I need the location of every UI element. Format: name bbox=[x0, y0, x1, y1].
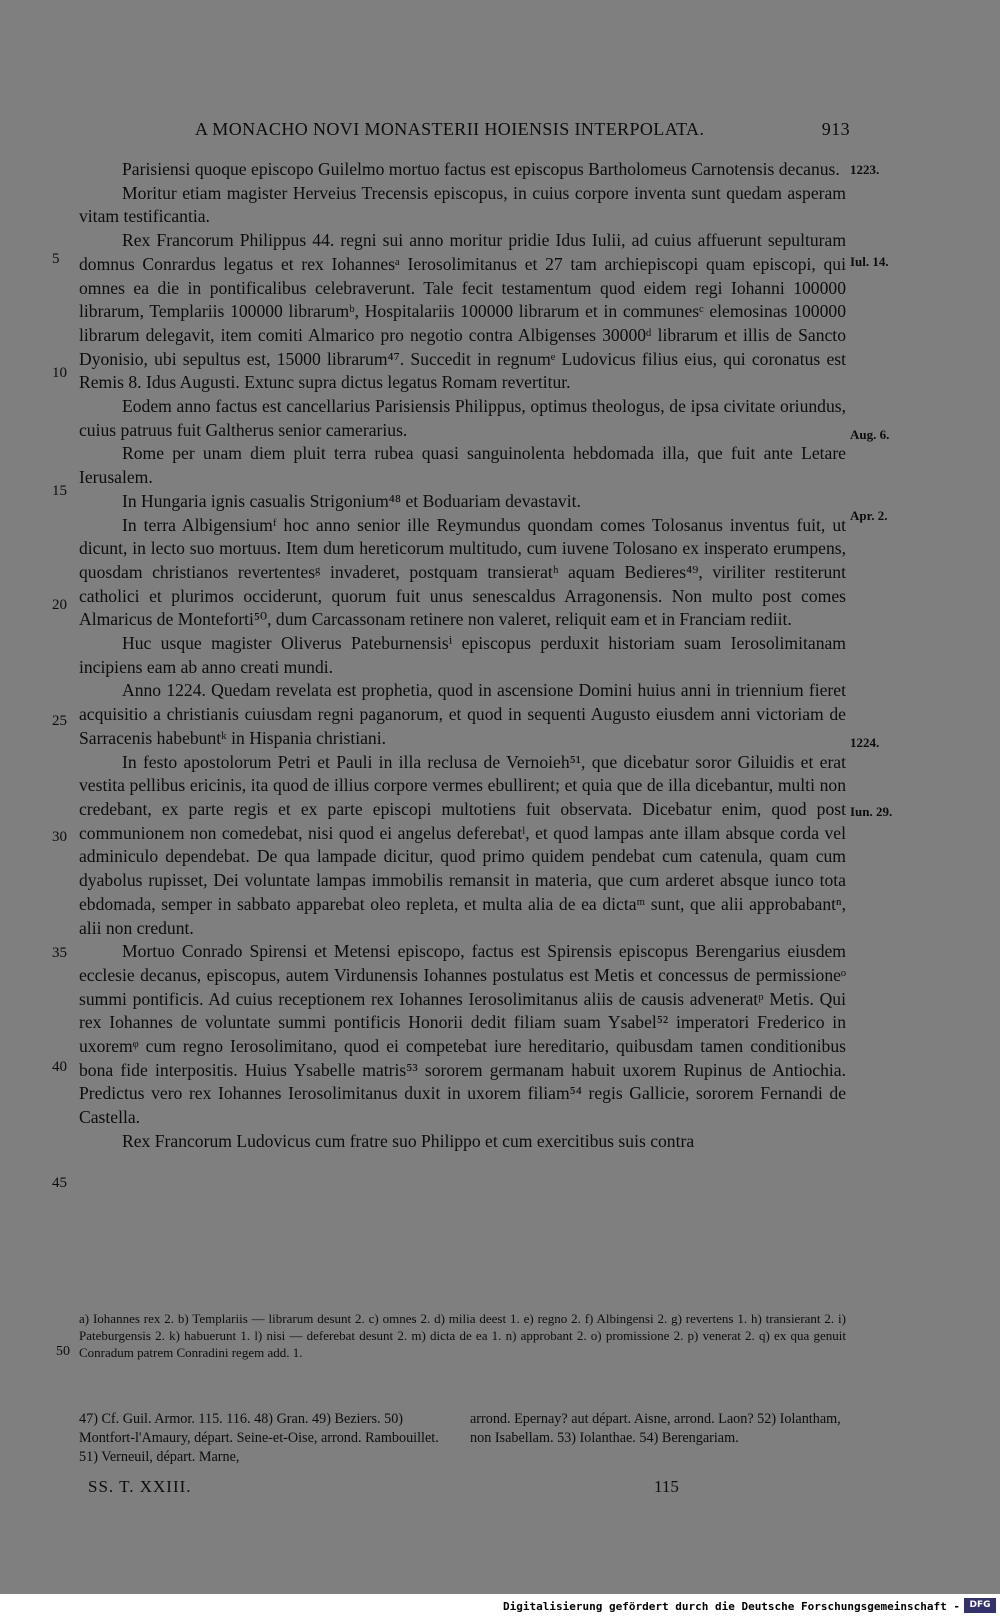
paragraph: Mortuo Conrado Spirensi et Metensi episcopo, factus est Spirensis episcopus Berengarius eiusdem ecclesie decanus, episcopus, autem Virdunensis Iohannes postulatus est Metis et concessus de permissioneᵒ summi pontificis. Ad cuius receptionem rex Iohannes Ierosolimitanus aliis de causis adveneratᵖ Metis. Qui rex Iohannes de voluntate summi pontificis Honorii dedit filiam suam Ysabel⁵² imperatori Frederico in uxoremᵠ cum regno Ierosolimitano, quod ei competebat iure hereditario, quibusdam tamen conditionibus bona fide interpositis. Huius Ysabelle matris⁵³ sororem germanam habuit uxorem Rupinus de Antiochia. Predictus vero rex Iohannes Ierosolimitanus duxit in uxorem filiam⁵⁴ regis Gallicie, sororem Fernandi de Castella. bbox=[79, 941, 846, 1128]
reference-notes-right: arrond. Epernay? aut départ. Aisne, arrond. Laon? 52) Iolantham, non Isabellam. 53) Iolanthae. 54) Berengariam. bbox=[470, 1411, 841, 1446]
sheet-number: 115 bbox=[654, 1477, 679, 1496]
paragraph: Moritur etiam magister Herveius Trecensis episcopus, in cuius corpore inventa sunt quedam asperam vitam testificantia. bbox=[79, 182, 846, 227]
paragraph: In terra Albigensiumᶠ hoc anno senior ille Reymundus quondam comes Tolosanus inventus fuit, ut dicunt, in lecto suo mortuus. Item dum hereticorum multitudo, cum iuvene Tolosano ex insperato erumpens, quosdam christianos revertentesᵍ invaderet, postquam transieratʰ aquam Bedieres⁴⁹, viriliter restiterunt catholici et plurimos occiderunt, quorum fuit unus senescaldus Arragonensis. Non multo post comes Almaricus de Monteforti⁵⁰, dum Carcassonam retinere non valeret, reliquit eam et in Franciam rediit. bbox=[79, 514, 846, 630]
line-number: 25 bbox=[52, 713, 67, 729]
paragraph: In Hungaria ignis casualis Strigonium⁴⁸ et Boduariam devastavit. bbox=[122, 490, 581, 511]
margin-date: 1223. bbox=[850, 162, 880, 177]
margin-date: 1224. bbox=[850, 735, 880, 750]
paragraph: Parisiensi quoque episcopo Guilelmo mortuo factus est episcopus Bartholomeus Carnotensis decanus. bbox=[122, 159, 840, 179]
line-number: 10 bbox=[52, 365, 67, 381]
line-number: 20 bbox=[52, 597, 67, 613]
line-number: 15 bbox=[52, 483, 67, 499]
footnote-line-number: 50 bbox=[56, 1344, 70, 1359]
line-number: 45 bbox=[52, 1175, 67, 1191]
reference-notes-left: 47) Cf. Guil. Armor. 115. 116. 48) Gran. 49) Beziers. 50) Montfort-l'Amaury, départ. Seine-et-Oise, arrond. Rambouillet. 51) Verneuil, départ. Marne, bbox=[79, 1411, 439, 1465]
line-number: 5 bbox=[52, 251, 60, 267]
margin-date: Aug. 6. bbox=[850, 427, 890, 442]
margin-date: Apr. 2. bbox=[850, 508, 888, 523]
paragraph: Anno 1224. Quedam revelata est prophetia, quod in ascensione Domini huius anni in triennium fieret acquisitio a christianis cuiusdam regni paganorum, et quod in sequenti Augusto eiusdem anni victoriam de Sarracenis habebuntᵏ in Hispania christiani. bbox=[79, 680, 846, 748]
paragraph: Eodem anno factus est cancellarius Parisiensis Philippus, optimus theologus, de ipsa civitate oriundus, cuius patruus fuit Galtherus senior camerarius. bbox=[79, 396, 846, 440]
line-number: 40 bbox=[52, 1059, 67, 1075]
main-text bbox=[79, 158, 846, 1154]
dfg-logo-icon: DFG bbox=[964, 1598, 996, 1613]
paragraph: Rome per unam diem pluit terra rubea quasi sanguinolenta hebdomada illa, que fuit ante Letare Ierusalem. bbox=[79, 443, 846, 488]
margin-date: Iun. 29. bbox=[850, 804, 893, 819]
paragraph: Rex Francorum Ludovicus cum fratre suo Philippo et cum exercitibus suis contra bbox=[122, 1130, 695, 1151]
funding-credit: Digitalisierung gefördert durch die Deutsche Forschungsgemeinschaft - bbox=[503, 1600, 960, 1613]
paragraph: Rex Francorum Philippus 44. regni sui anno moritur pridie Idus Iulii, ad cuius affuerunt sepulturam domnus Conrardus legatus et rex Iohannesᵃ Ierosolimitanus et 27 tam archiepiscopi quam episcopi, qui omnes ea die in pontificalibus celebraverunt. Tale fecit testamentum quod eidem regi Iohanni 100000 librarum, Templariis 100000 librarumᵇ, Hospitalariis 100000 librarum et in communesᶜ elemosinas 100000 librarum delegavit, item comiti Almarico pro negotio contra Albigenses 30000ᵈ librarum et illis de Sancto Dyonisio, ubi sepultus est, 15000 librarum⁴⁷. Succedit in regnumᵉ Ludovicus filius eius, qui coronatus est Remis 8. Idus Augusti. Extunc supra dictus legatus Romam revertitur. bbox=[79, 230, 846, 393]
line-number: 30 bbox=[52, 829, 67, 845]
paragraph: In festo apostolorum Petri et Pauli in illa reclusa de Vernoieh⁵¹, que dicebatur soror Giluidis et erat vestita pellibus ericinis, ita quod de illius corpore vermes ebullirent; et quia que de illa dicebantur, multi non credebant, ex parte regis et ex parte episcopi multotiens fuit observata. Dicebatur enim, quod post communionem non comedebat, nisi quod ei angelus deferebatˡ, et quod lampas ante illam absque corda vel adminiculo dependebat. De qua lampade dicitur, quod primo quidem pendebat cum catenula, quam cum dyabolus rupisset, Dei voluntate lampas immobilis remansit in materia, que cum arderet absque iunco tota ebdomada, semper in sabbato apparebat oleo repleta, et multa alia de ea dictaᵐ sunt, que alii approbabantⁿ, alii non credunt. bbox=[79, 751, 846, 938]
paragraph: Huc usque magister Oliverus Pateburnensisⁱ episcopus perduxit historiam suam Ierosolimitanam incipiens eam ab anno creati mundi. bbox=[79, 633, 846, 677]
running-header bbox=[190, 119, 850, 143]
critical-apparatus: a) Iohannes rex 2. b) Templariis — librarum desunt 2. c) omnes 2. d) milia deest 1. e) regno 2. f) Albingensi 2. g) revertens 1. h) transierant 2. i) Pateburgensis 2. k) habuerunt 1. l) nisi — deferebat desunt 2. m) dicta de ea 1. n) approbant 2. o) promissione 2. p) venerat 2. q) ex qua genuit Conradum patrem Conradini regem add. 1. bbox=[79, 1311, 846, 1360]
running-title: A MONACHO NOVI MONASTERII HOIENSIS INTERPOLATA. bbox=[195, 119, 705, 139]
digitization-footer bbox=[0, 1594, 1000, 1618]
line-number: 35 bbox=[52, 945, 67, 961]
margin-date: Iul. 14. bbox=[850, 254, 889, 269]
printer-signature: SS. T. XXIII. bbox=[88, 1477, 192, 1496]
page-number: 913 bbox=[821, 119, 850, 139]
